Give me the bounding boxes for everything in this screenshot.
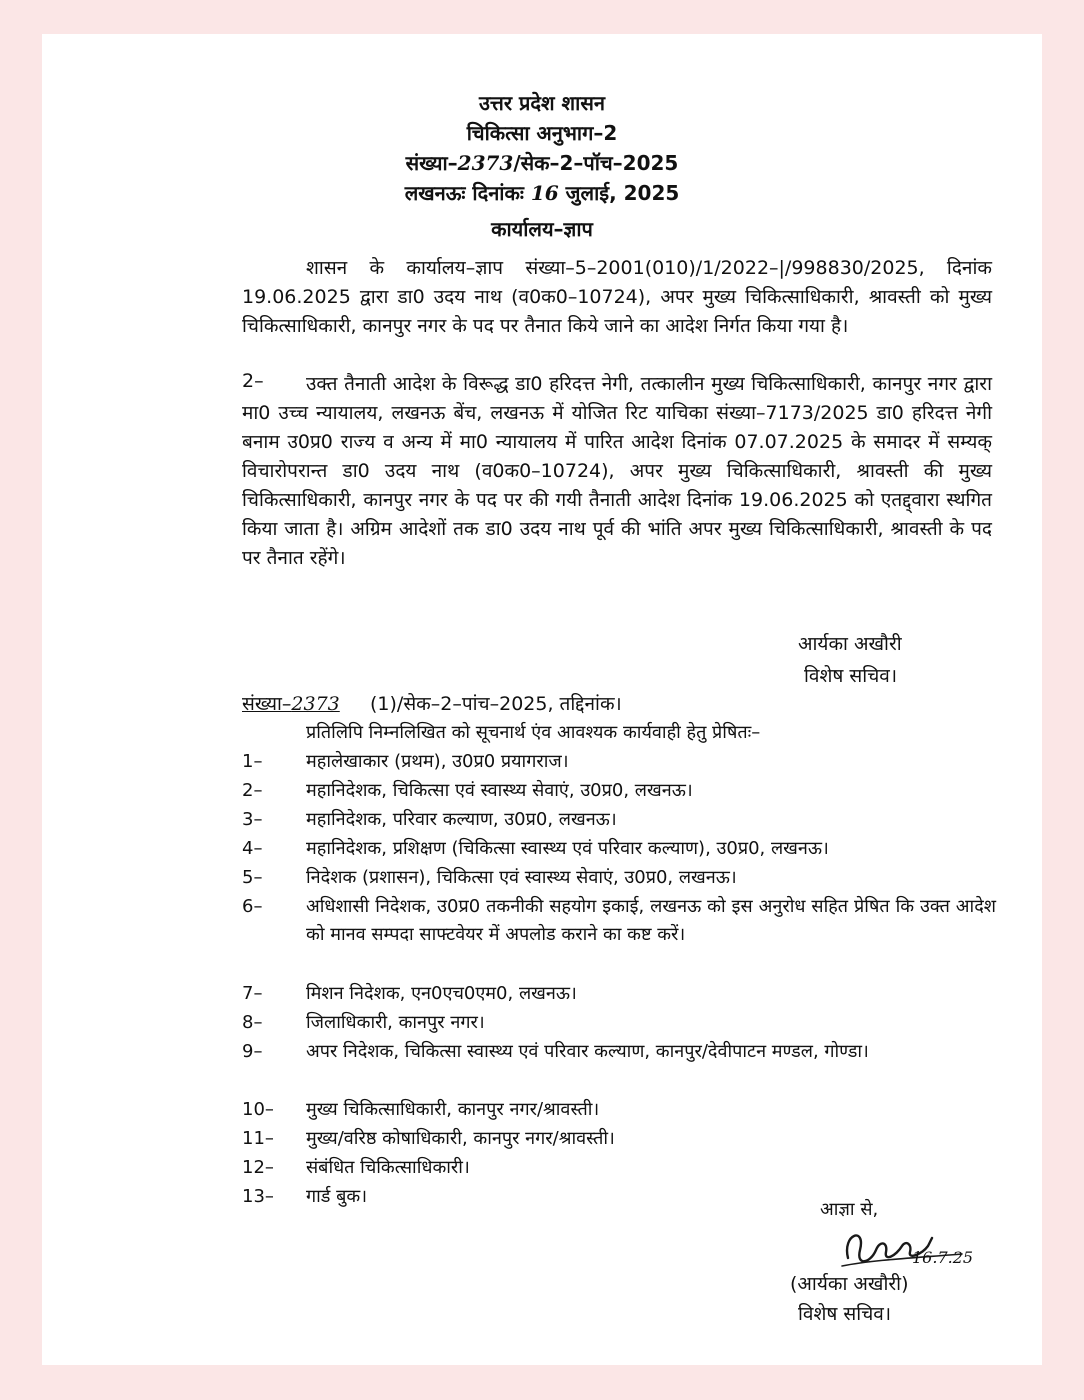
list-item-text: मुख्य चिकित्साधिकारी, कानपुर नगर/श्रावस्ती। [306, 1099, 600, 1120]
list-item-number: 9– [242, 1041, 263, 1062]
copy-intro: प्रतिलिपि निम्नलिखित को सूचनार्थ एंव आवश्यक कार्यवाही हेतु प्रेषितः– [306, 722, 761, 743]
list-item-number: 7– [242, 983, 263, 1004]
list-item-text: गार्ड बुक। [306, 1186, 368, 1207]
order-by-text: आज्ञा से, [820, 1199, 879, 1220]
section-name: चिकित्सा अनुभाग–2 [466, 121, 618, 145]
copy-number-handwritten: 2373 [291, 693, 340, 715]
list-item-number: 4– [242, 838, 263, 859]
list-item-text: जिलाधिकारी, कानपुर नगर। [306, 1012, 485, 1033]
copy-number-prefix: संख्या– [242, 693, 292, 715]
document-page [42, 34, 1042, 1365]
list-item-number: 2– [242, 780, 263, 801]
paragraph-2-block [42, 370, 1042, 610]
list-item-text: मुख्य/वरिष्ठ कोषाधिकारी, कानपुर नगर/श्रावस्ती। [306, 1128, 615, 1149]
signatory-name: आर्यका अखौरी [798, 633, 902, 655]
list-item-text: निदेशक (प्रशासन), चिकित्सा एवं स्वास्थ्य सेवाएं, उ0प्र0, लखनऊ। [306, 867, 737, 888]
list-item-text: महालेखाकार (प्रथम), उ0प्र0 प्रयागराज। [306, 751, 569, 772]
list-item-text: महानिदेशक, चिकित्सा एवं स्वास्थ्य सेवाएं, उ0प्र0, लखनऊ। [306, 780, 693, 801]
list-item-text: महानिदेशक, प्रशिक्षण (चिकित्सा स्वास्थ्य एवं परिवार कल्याण), उ0प्र0, लखनऊ। [306, 838, 829, 859]
list-item-number: 6– [242, 896, 263, 917]
list-item-number: 5– [242, 867, 263, 888]
list-item-number: 11– [242, 1128, 274, 1149]
paragraph-2: उक्त तैनाती आदेश के विरूद्ध डा0 हरिदत्त नेगी, तत्कालीन मुख्य चिकित्साधिकारी, कानपुर नगर द्वारा मा0 उच्च न्यायालय, लखनऊ बेंच, लखनऊ में योजित रिट याचिका संख्या–7173/2025 डा0 हरिदत्त नेगी बनाम उ0प्र0 राज्य व अन्य में मा0 न्यायालय में पारित आदेश दिनांक 07.07.2025 के समादर में सम्यक् विचारोपरान्त डा0 उदय नाथ (व0क0–10724), अपर मुख्य चिकित्साधिकारी, श्रावस्ती की मुख्य चिकित्साधिकारी, कानपुर नगर के पद पर की गयी तैनाती आदेश दिनांक 19.06.2025 को एतद्द्वारा स्थगित किया जाता है। अग्रिम आदेशों तक डा0 उदय नाथ पूर्व की भांति अपर मुख्य चिकित्साधिकारी, श्रावस्ती के पद पर तैनात रहेंगे। [242, 373, 992, 569]
order-number [42, 150, 1042, 176]
date-handwritten: 16 [530, 181, 559, 205]
order-number-prefix: संख्या– [405, 151, 458, 175]
paragraph-2-number: 2– [242, 370, 264, 392]
list-item-text: अपर निदेशक, चिकित्सा स्वास्थ्य एवं परिवार कल्याण, कानपुर/देवीपाटन मण्डल, गोण्डा। [306, 1041, 869, 1062]
date-suffix: जुलाई, 2025 [565, 181, 680, 205]
list-item-number: 8– [242, 1012, 263, 1033]
government-name: उत्तर प्रदेश शासन [479, 91, 605, 115]
list-item-text: मिशन निदेशक, एन0एच0एम0, लखनऊ। [306, 983, 577, 1004]
list-item-text: महानिदेशक, परिवार कल्याण, उ0प्र0, लखनऊ। [306, 809, 617, 830]
signatory-designation: विशेष सचिव। [804, 665, 898, 687]
copy-number-suffix: (1)/सेक–2–पांच–2025, तद्दिनांक। [370, 693, 622, 715]
signature-date: 16.7.25 [912, 1248, 974, 1267]
place-date [42, 180, 1042, 206]
signatory2-name: (आर्यका अखौरी) [790, 1273, 909, 1295]
list-item-number: 10– [242, 1099, 274, 1120]
order-number-handwritten: 2373 [457, 151, 514, 175]
list-item-text: संबंधित चिकित्साधिकारी। [306, 1157, 470, 1178]
document-type: कार्यालय–ज्ञाप [491, 217, 593, 241]
paragraph-1: शासन के कार्यालय–ज्ञाप संख्या–5–2001(010)/1/2022–|/998830/2025, दिनांक 19.06.2025 द्वारा डा0 उदय नाथ (व0क0–10724), अपर मुख्य चिकित्साधिकारी, श्रावस्ती को मुख्य चिकित्साधिकारी, कानपुर नगर के पद पर तैनात किये जाने का आदेश निर्गत किया गया है। [242, 257, 992, 337]
list-item-number: 12– [242, 1157, 274, 1178]
list-item-number: 1– [242, 751, 263, 772]
signatory2-designation: विशेष सचिव। [798, 1303, 892, 1325]
list-item-number: 3– [242, 809, 263, 830]
place-date-prefix: लखनऊः दिनांकः [404, 181, 524, 205]
order-number-suffix: /सेक–2–पॉच–2025 [513, 151, 679, 175]
list-item-number: 13– [242, 1186, 274, 1207]
list-item-text: अधिशासी निदेशक, उ0प्र0 तकनीकी सहयोग इकाई, लखनऊ को इस अनुरोध सहित प्रेषित कि उक्त आदेश को मानव सम्पदा साफ्टवेयर में अपलोड कराने का कष्ट करें। [306, 896, 996, 945]
copy-number [242, 690, 340, 718]
